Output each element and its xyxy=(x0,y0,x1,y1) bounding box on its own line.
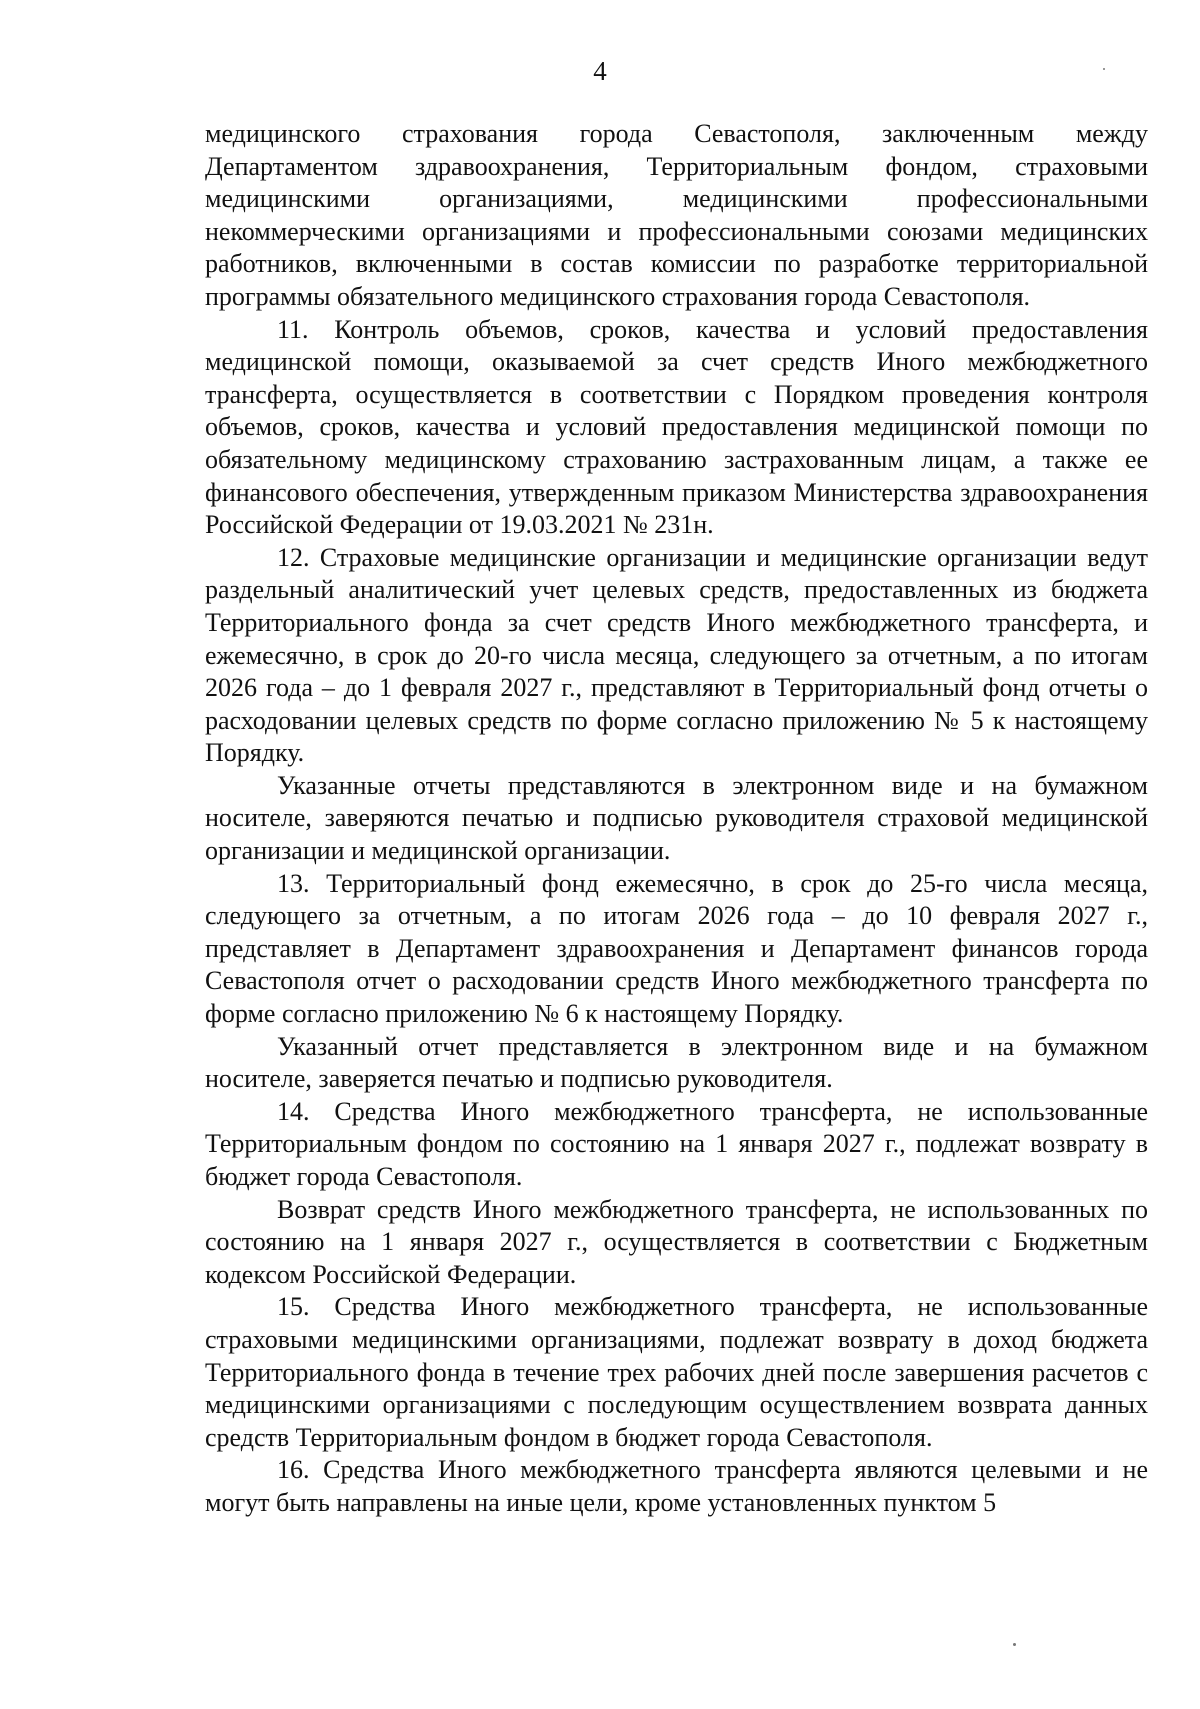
paragraph-item-13: 13. Территориальный фонд ежемесячно, в срок до 25-го числа месяца, следующего за отчетным, а по итогам 2026 года – до 10 февраля 2027 г., представляет в Департамент здравоохранения и Департамент финансов города Севастополя отчет о расходовании средств Иного межбюджетного трансферта по форме согласно приложению № 6 к настоящему Порядку. xyxy=(205,868,1148,1029)
document-body xyxy=(205,118,1148,1520)
paragraph-item-15: 15. Средства Иного межбюджетного трансферта, не использованные страховыми медицинскими организациями, подлежат возврату в доход бюджета Территориального фонда в течение трех рабочих дней после завершения расчетов с медицинскими организациями с последующим осуществлением возврата данных средств Территориальным фондом в бюджет города Севастополя. xyxy=(205,1292,1148,1452)
paragraph-item-14: 14. Средства Иного межбюджетного трансферта, не использованные Территориальным фондом по состоянию на 1 января 2027 г., подлежат возврату в бюджет города Севастополя. xyxy=(205,1096,1148,1191)
paragraph-continuation: медицинского страхования города Севастополя, заключенным между Департаментом здравоохранения, Территориальным фондом, страховыми медицинскими организациями, медицинскими профессиональными некоммерческими организациями и профессиональными союзами медицинских работников, включенными в состав комиссии по разработке территориальной программы обязательного медицинского страхования города Севастополя. xyxy=(205,119,1148,311)
paragraph-item-11: 11. Контроль объемов, сроков, качества и условий предоставления медицинской помощи, оказываемой за счет средств Иного межбюджетного трансферта, осуществляется в соответствии с Порядком проведения контроля объемов, сроков, качества и условий предоставления медицинской помощи по обязательному медицинскому страхованию застрахованным лицам, а также ее финансового обеспечения, утвержденным приказом Министерства здравоохранения Российской Федерации от 19.03.2021 № 231н. xyxy=(205,314,1148,540)
paragraph-item-13-report: Указанный отчет представляется в электронном виде и на бумажном носителе, заверяется печатью и подписью руководителя. xyxy=(205,1031,1148,1094)
paragraph-item-12-reports: Указанные отчеты представляются в электронном виде и на бумажном носителе, заверяются печатью и подписью руководителя страховой медицинской организации и медицинской организации. xyxy=(205,770,1148,866)
page-number: 4 xyxy=(593,56,607,86)
paragraph-item-14-return: Возврат средств Иного межбюджетного трансферта, не использованных по состоянию на 1 января 2027 г., осуществляется в соответствии с Бюджетным кодексом Российской Федерации. xyxy=(205,1194,1148,1289)
scan-speck xyxy=(1103,68,1105,70)
paragraph-item-16: 16. Средства Иного межбюджетного трансферта являются целевыми и не могут быть направлены на иные цели, кроме установленных пунктом 5 xyxy=(205,1455,1148,1517)
scan-speck xyxy=(1013,1643,1016,1646)
paragraph-item-12: 12. Страховые медицинские организации и медицинские организации ведут раздельный аналитический учет целевых средств, предоставленных из бюджета Территориального фонда за счет средств Иного межбюджетного трансферта, и ежемесячно, в срок до 20-го числа месяца, следующего за отчетным, а по итогам 2026 года – до 1 февраля 2027 г., представляют в Территориальный фонд отчеты о расходовании целевых средств по форме согласно приложению № 5 к настоящему Порядку. xyxy=(205,542,1148,768)
